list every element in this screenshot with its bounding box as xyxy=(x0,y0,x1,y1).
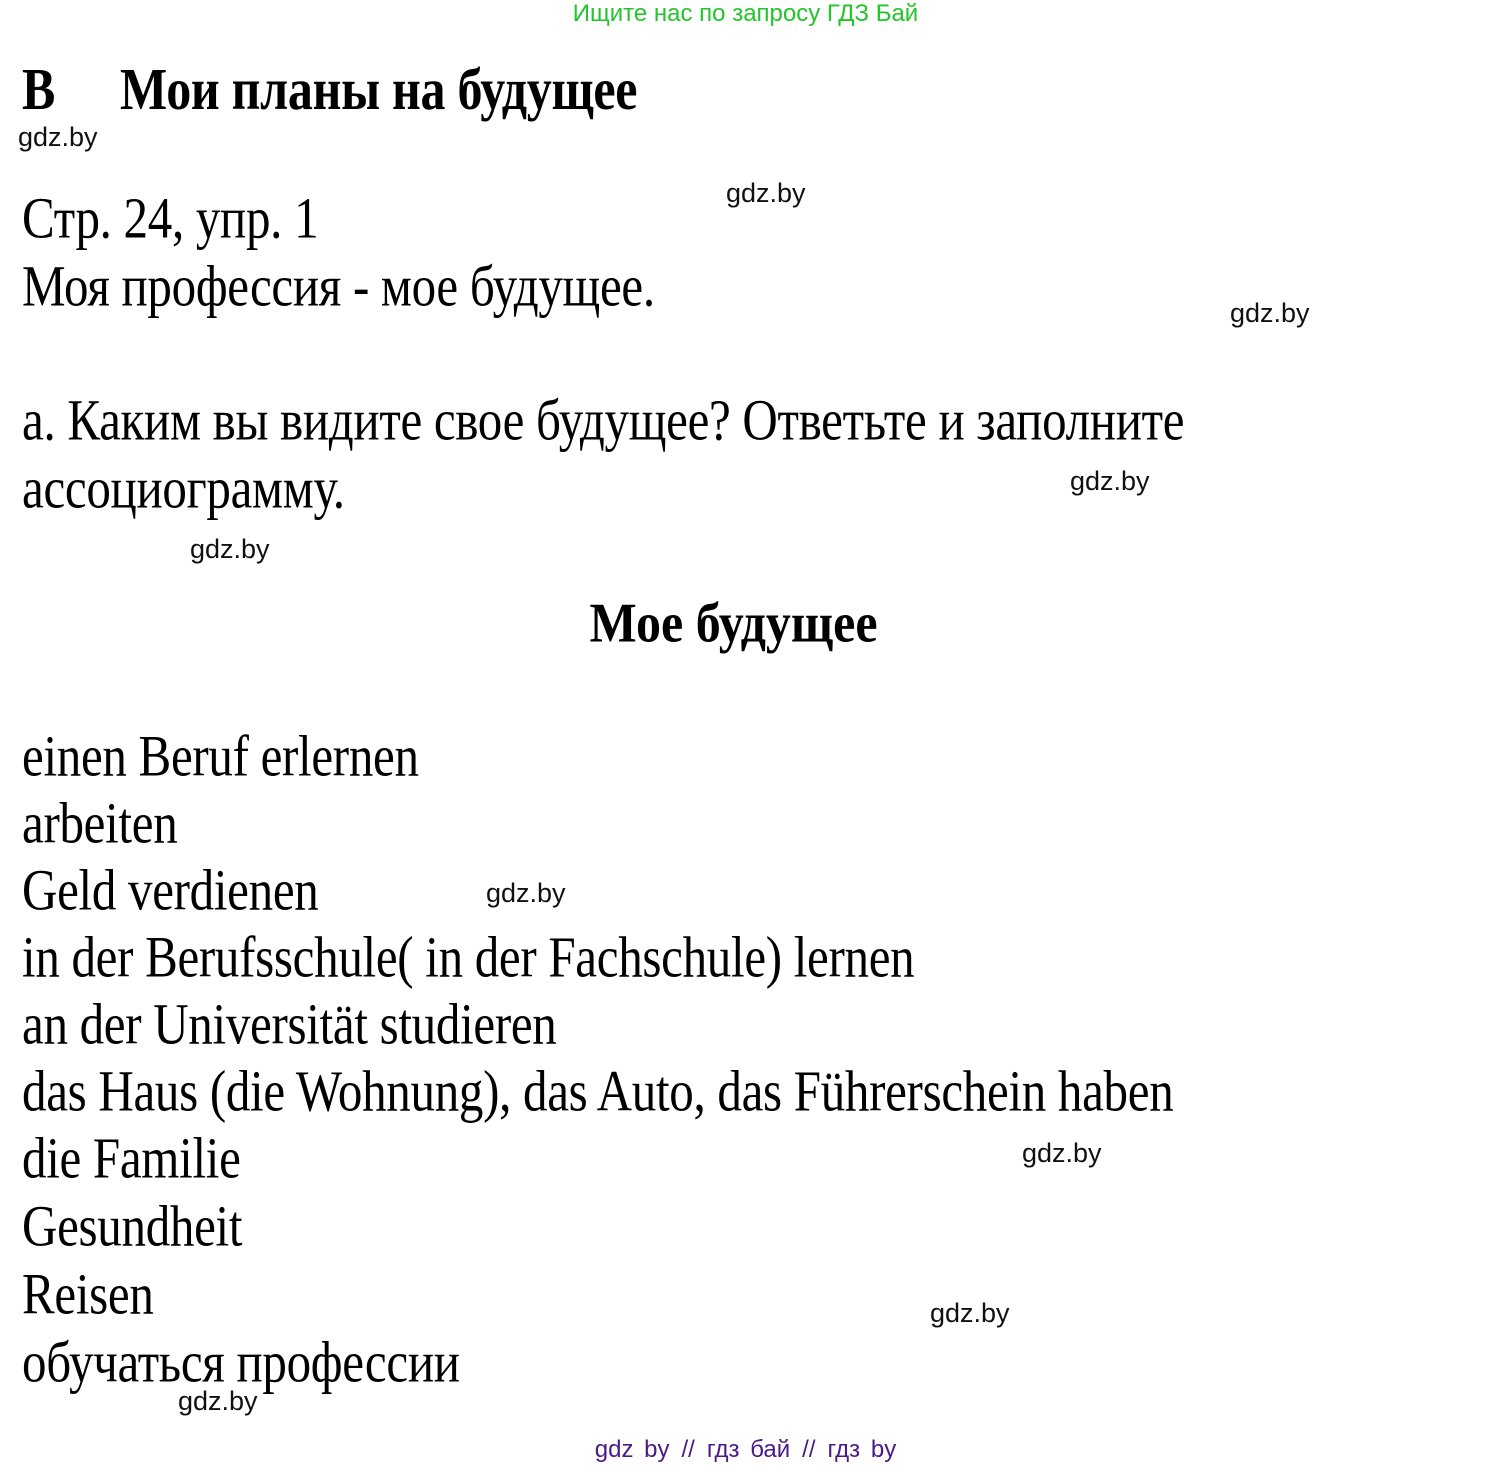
answer-item: die Familie xyxy=(22,1125,241,1191)
exercise-topic: Моя профессия - мое будущее. xyxy=(22,253,655,319)
footer-link-gdz-by-cyr[interactable]: гдз by xyxy=(827,1436,897,1463)
watermark: gdz.by xyxy=(1230,298,1310,328)
footer-link-gdz-by[interactable]: gdz by xyxy=(594,1436,670,1463)
footer-separator: // xyxy=(802,1436,816,1463)
watermark: gdz.by xyxy=(190,534,270,564)
section-title xyxy=(22,56,637,122)
watermark: gdz.by xyxy=(486,878,566,908)
answer-item: Gesundheit xyxy=(22,1193,243,1259)
section-letter: В xyxy=(22,56,56,123)
section-title-text: Мои планы на будущее xyxy=(120,56,638,123)
footer-link-gdz-bai[interactable]: гдз бай xyxy=(706,1436,791,1463)
top-banner[interactable]: Ищите нас по запросу ГДЗ Бай xyxy=(572,0,919,27)
watermark: gdz.by xyxy=(178,1386,258,1416)
footer-links xyxy=(0,1436,1491,1464)
watermark: gdz.by xyxy=(726,178,806,208)
exercise-reference: Стр. 24, упр. 1 xyxy=(22,185,319,251)
task-text-line-2: ассоциограмму. xyxy=(22,455,345,521)
watermark: gdz.by xyxy=(1070,466,1150,496)
answer-item: обучаться профессии xyxy=(22,1329,460,1395)
answer-item: einen Beruf erlernen xyxy=(22,723,419,789)
footer-separator: // xyxy=(681,1436,695,1463)
answer-item: das Haus (die Wohnung), das Auto, das Führerschein haben xyxy=(22,1058,1174,1124)
answer-heading: Мое будущее xyxy=(589,591,878,654)
answer-item: Geld verdienen xyxy=(22,857,319,923)
answer-item: an der Universität studieren xyxy=(22,991,557,1057)
answer-item: Reisen xyxy=(22,1261,154,1327)
watermark: gdz.by xyxy=(930,1298,1010,1328)
watermark: gdz.by xyxy=(1022,1138,1102,1168)
task-text-line-1: а. Каким вы видите свое будущее? Ответьте и заполните xyxy=(22,387,1185,453)
watermark: gdz.by xyxy=(18,122,98,152)
answer-item: arbeiten xyxy=(22,790,178,856)
answer-item: in der Berufsschule( in der Fachschule) lernen xyxy=(22,924,915,990)
